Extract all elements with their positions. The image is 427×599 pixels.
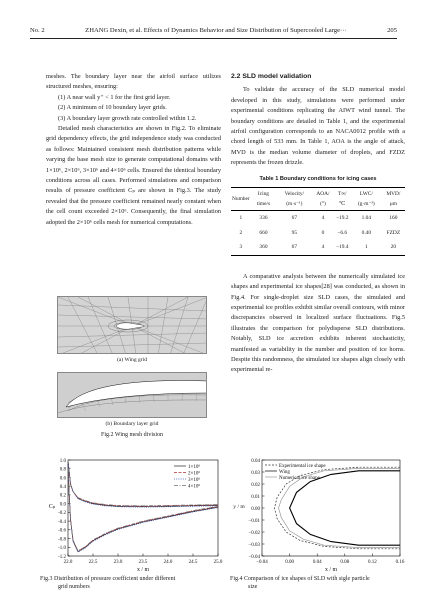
table-cell: 3 xyxy=(231,240,251,255)
y-tick-label: -0.8 xyxy=(58,537,66,543)
y-tick-label: -1.2 xyxy=(58,554,66,560)
y-tick-label: −0.02 xyxy=(248,530,260,536)
fig3-caption xyxy=(40,575,225,591)
y-tick-label: 0.02 xyxy=(251,482,260,488)
y-tick-label: 0.0 xyxy=(59,502,66,508)
x-tick-label: 23.0 xyxy=(113,560,123,565)
y-tick-label: 0.04 xyxy=(251,458,260,464)
boundary-layer-grid-image xyxy=(57,372,207,418)
table-cell: 660 xyxy=(259,229,268,236)
x-tick-label: 25.0 xyxy=(213,560,223,565)
table-cell: 1 xyxy=(351,240,382,255)
table-cell: 1 xyxy=(239,215,243,222)
y-axis-label: y / m xyxy=(233,504,245,510)
x-tick-label: 0.04 xyxy=(312,560,322,565)
table-header: T∞/ ℃ xyxy=(334,187,351,211)
table-cell: 67 xyxy=(291,215,298,222)
header-rule xyxy=(30,38,397,39)
running-title: ZHANG Dexin, et al. Effects of Dynamics Behavior and Size Distribution of Supercooled Large··· xyxy=(85,27,347,34)
y-tick-label: 0.00 xyxy=(251,506,260,512)
table-cell: 0.40 xyxy=(361,229,372,236)
table-header-row xyxy=(231,187,405,211)
paragraph: Detailed mesh characteristics are shown in Fig.2. To eliminate grid dependency effects, the grid independence study was conducted as follows: Maintained consistent mesh distribution patterns while varying the base mesh size to generate computational domains with 1×10⁶, 2×10⁶, 3×10⁶ and 4×10⁶ cells. Ensured the identical boundary conditions across all cases. Performed simulations and comparison results of pressure coefficient Cₚ are shown in Fig.3. The study revealed that the pressure coefficient remained nearly constant when the cell count exceeded 2×10⁶. Consequently, the final simulation adopted the 2×10⁶ cells mesh for numerical computations. xyxy=(46,125,221,226)
y-tick-label: -0.4 xyxy=(58,519,66,525)
y-tick-label: 0.4 xyxy=(59,484,66,490)
list-item: (2) A minimum of 10 boundary layer grids. xyxy=(58,104,167,112)
x-tick-label: 0.00 xyxy=(285,560,294,565)
left-column xyxy=(46,72,221,228)
y-tick-label: 0.01 xyxy=(251,494,260,500)
table-row xyxy=(231,211,405,226)
paragraph: meshes. The boundary layer near the airfoil surface utilizes structured meshes, ensuring: xyxy=(46,73,221,91)
cp-plot-svg xyxy=(46,456,224,576)
page-header xyxy=(30,22,397,34)
table-cell: 67 xyxy=(276,240,312,255)
legend-label: 3×10⁶ xyxy=(188,477,201,483)
table-cell: 336 xyxy=(259,215,268,222)
issue-number: No. 2 xyxy=(30,27,45,34)
section-title: 2.2 SLD model validation xyxy=(231,73,312,80)
wing-grid-image xyxy=(57,296,207,354)
x-axis-label: x / m xyxy=(137,567,149,573)
y-tick-label: -1.0 xyxy=(58,546,66,552)
table-row xyxy=(231,240,405,255)
right-column xyxy=(231,72,405,376)
table-header: Icing time/s xyxy=(251,187,277,211)
fig2b-label: (b) Boundary layer grid xyxy=(105,421,159,427)
fig4-caption-line2: size xyxy=(248,584,258,590)
x-tick-label: −0.04 xyxy=(256,560,268,565)
y-tick-label: -0.6 xyxy=(58,528,66,534)
table-cell: 2 xyxy=(239,229,243,236)
fig4-caption-line1: Fig.4 Comparison of ice shapes of SLD with sigle particle xyxy=(230,576,370,582)
table-cell: 20 xyxy=(382,240,405,255)
x-tick-label: 22.5 xyxy=(88,560,98,565)
y-axis-label: Cₚ xyxy=(48,504,56,510)
table-row xyxy=(231,226,405,240)
table-cell: 95 xyxy=(291,229,298,236)
y-tick-label: -0.2 xyxy=(58,511,66,517)
table-cell: 4 xyxy=(312,240,333,255)
fig2a-label: (a) Wing grid xyxy=(116,357,148,363)
y-tick-label: −0.03 xyxy=(248,542,260,548)
boundary-layer-mesh xyxy=(58,373,207,418)
y-tick-label: −0.01 xyxy=(248,518,260,524)
table-title: Table 1 Boundary conditions for icing cases xyxy=(259,175,377,182)
wing-grid-mesh xyxy=(58,297,207,354)
table-header: Velocity/ (m·s⁻¹) xyxy=(276,187,312,211)
legend-label: Wing xyxy=(279,469,290,475)
legend-label: 4×10⁶ xyxy=(188,484,201,490)
y-tick-label: 0.8 xyxy=(59,467,66,473)
table-cell: −19.2 xyxy=(335,215,349,222)
table-cell: −19.4 xyxy=(334,240,351,255)
list-item: (3) A boundary layer growth rate controlled within 1.2. xyxy=(58,114,197,122)
legend-label: 2×10⁶ xyxy=(188,471,201,477)
table-header: LWC/ (g·m⁻³) xyxy=(351,187,382,211)
list-item: (1) A near wall y⁺ < 1 for the first grid layer. xyxy=(58,93,171,101)
table-header: AOA/ (°) xyxy=(312,187,333,211)
x-tick-label: 0.12 xyxy=(368,560,377,565)
x-tick-label: 0.08 xyxy=(340,560,350,565)
pressure-coefficient-chart xyxy=(46,456,224,576)
x-tick-label: 24.0 xyxy=(163,560,173,565)
page-number: 205 xyxy=(387,27,397,34)
x-tick-label: 24.5 xyxy=(188,560,198,565)
fig2-caption: Fig.2 Wing mesh division xyxy=(101,432,163,438)
x-tick-label: 0.16 xyxy=(395,560,405,565)
y-tick-label: 0.03 xyxy=(251,470,260,476)
series-line xyxy=(290,471,400,545)
table-cell: 360 xyxy=(251,240,277,255)
fig3-caption-line1: Fig.3 Distribution of pressure coefficient under different xyxy=(40,576,176,582)
paragraph: To validate the accuracy of the SLD numerical model developed in this study, simulations were performed under experimental conditions replicating the AIWT wind tunnel. The boundary conditions are detailed in Table 1, and the experimental airfoil configuration corresponds to an NACA0012 profile with a chord length of 533 mm. In Table 1, AOA is the angle of attack, MVD is the median volume diameter of droplets, and FZDZ represents the frozen drizzle. xyxy=(231,86,405,167)
x-axis-label: x / m xyxy=(325,567,337,573)
table-cell: 0 xyxy=(321,229,325,236)
x-tick-label: 23.5 xyxy=(138,560,148,565)
fig4-caption xyxy=(230,575,410,591)
table-cell: 160 xyxy=(389,215,398,222)
table-cell: FZDZ xyxy=(386,229,401,236)
ice-plot-svg xyxy=(232,456,407,576)
y-tick-label: 0.6 xyxy=(59,476,66,482)
table-header: Number xyxy=(231,187,251,211)
x-tick-label: 22.0 xyxy=(63,560,73,565)
table-cell: 1.04 xyxy=(361,215,372,222)
table-header: MVD/ μm xyxy=(382,187,405,211)
legend-label: 1×10⁶ xyxy=(188,464,201,470)
paragraph: A comparative analysis between the numerically simulated ice shapes and experimental ice shapes[28] was conducted, as shown in Fig.4. For single-droplet size SLD cases, the simulated and experimental ice profiles exhibit similar overall contours, with minor discrepancies observed in localized surface fluctuations. Fig.5 illustrates the comparison for polydisperse SLD distributions. Notably, SLD ice accretion exhibits inherent stochasticity, manifested as variability in the number and position of ice horns. Despite this randomness, the simulated ice shapes align closely with experimental re- xyxy=(231,272,405,374)
boundary-conditions-table xyxy=(231,187,405,256)
legend-label: Numerical ice shape xyxy=(279,475,320,481)
table-cell: 4 xyxy=(321,215,325,222)
legend-label: Experimental ice shape xyxy=(279,463,326,469)
y-tick-label: 1.0 xyxy=(59,458,66,464)
y-tick-label: −0.04 xyxy=(248,554,260,560)
ice-shape-chart xyxy=(232,456,407,576)
fig3-caption-line2: grid numbers xyxy=(58,584,90,590)
table-cell: −6.6 xyxy=(337,229,348,236)
y-tick-label: 0.2 xyxy=(59,493,66,499)
